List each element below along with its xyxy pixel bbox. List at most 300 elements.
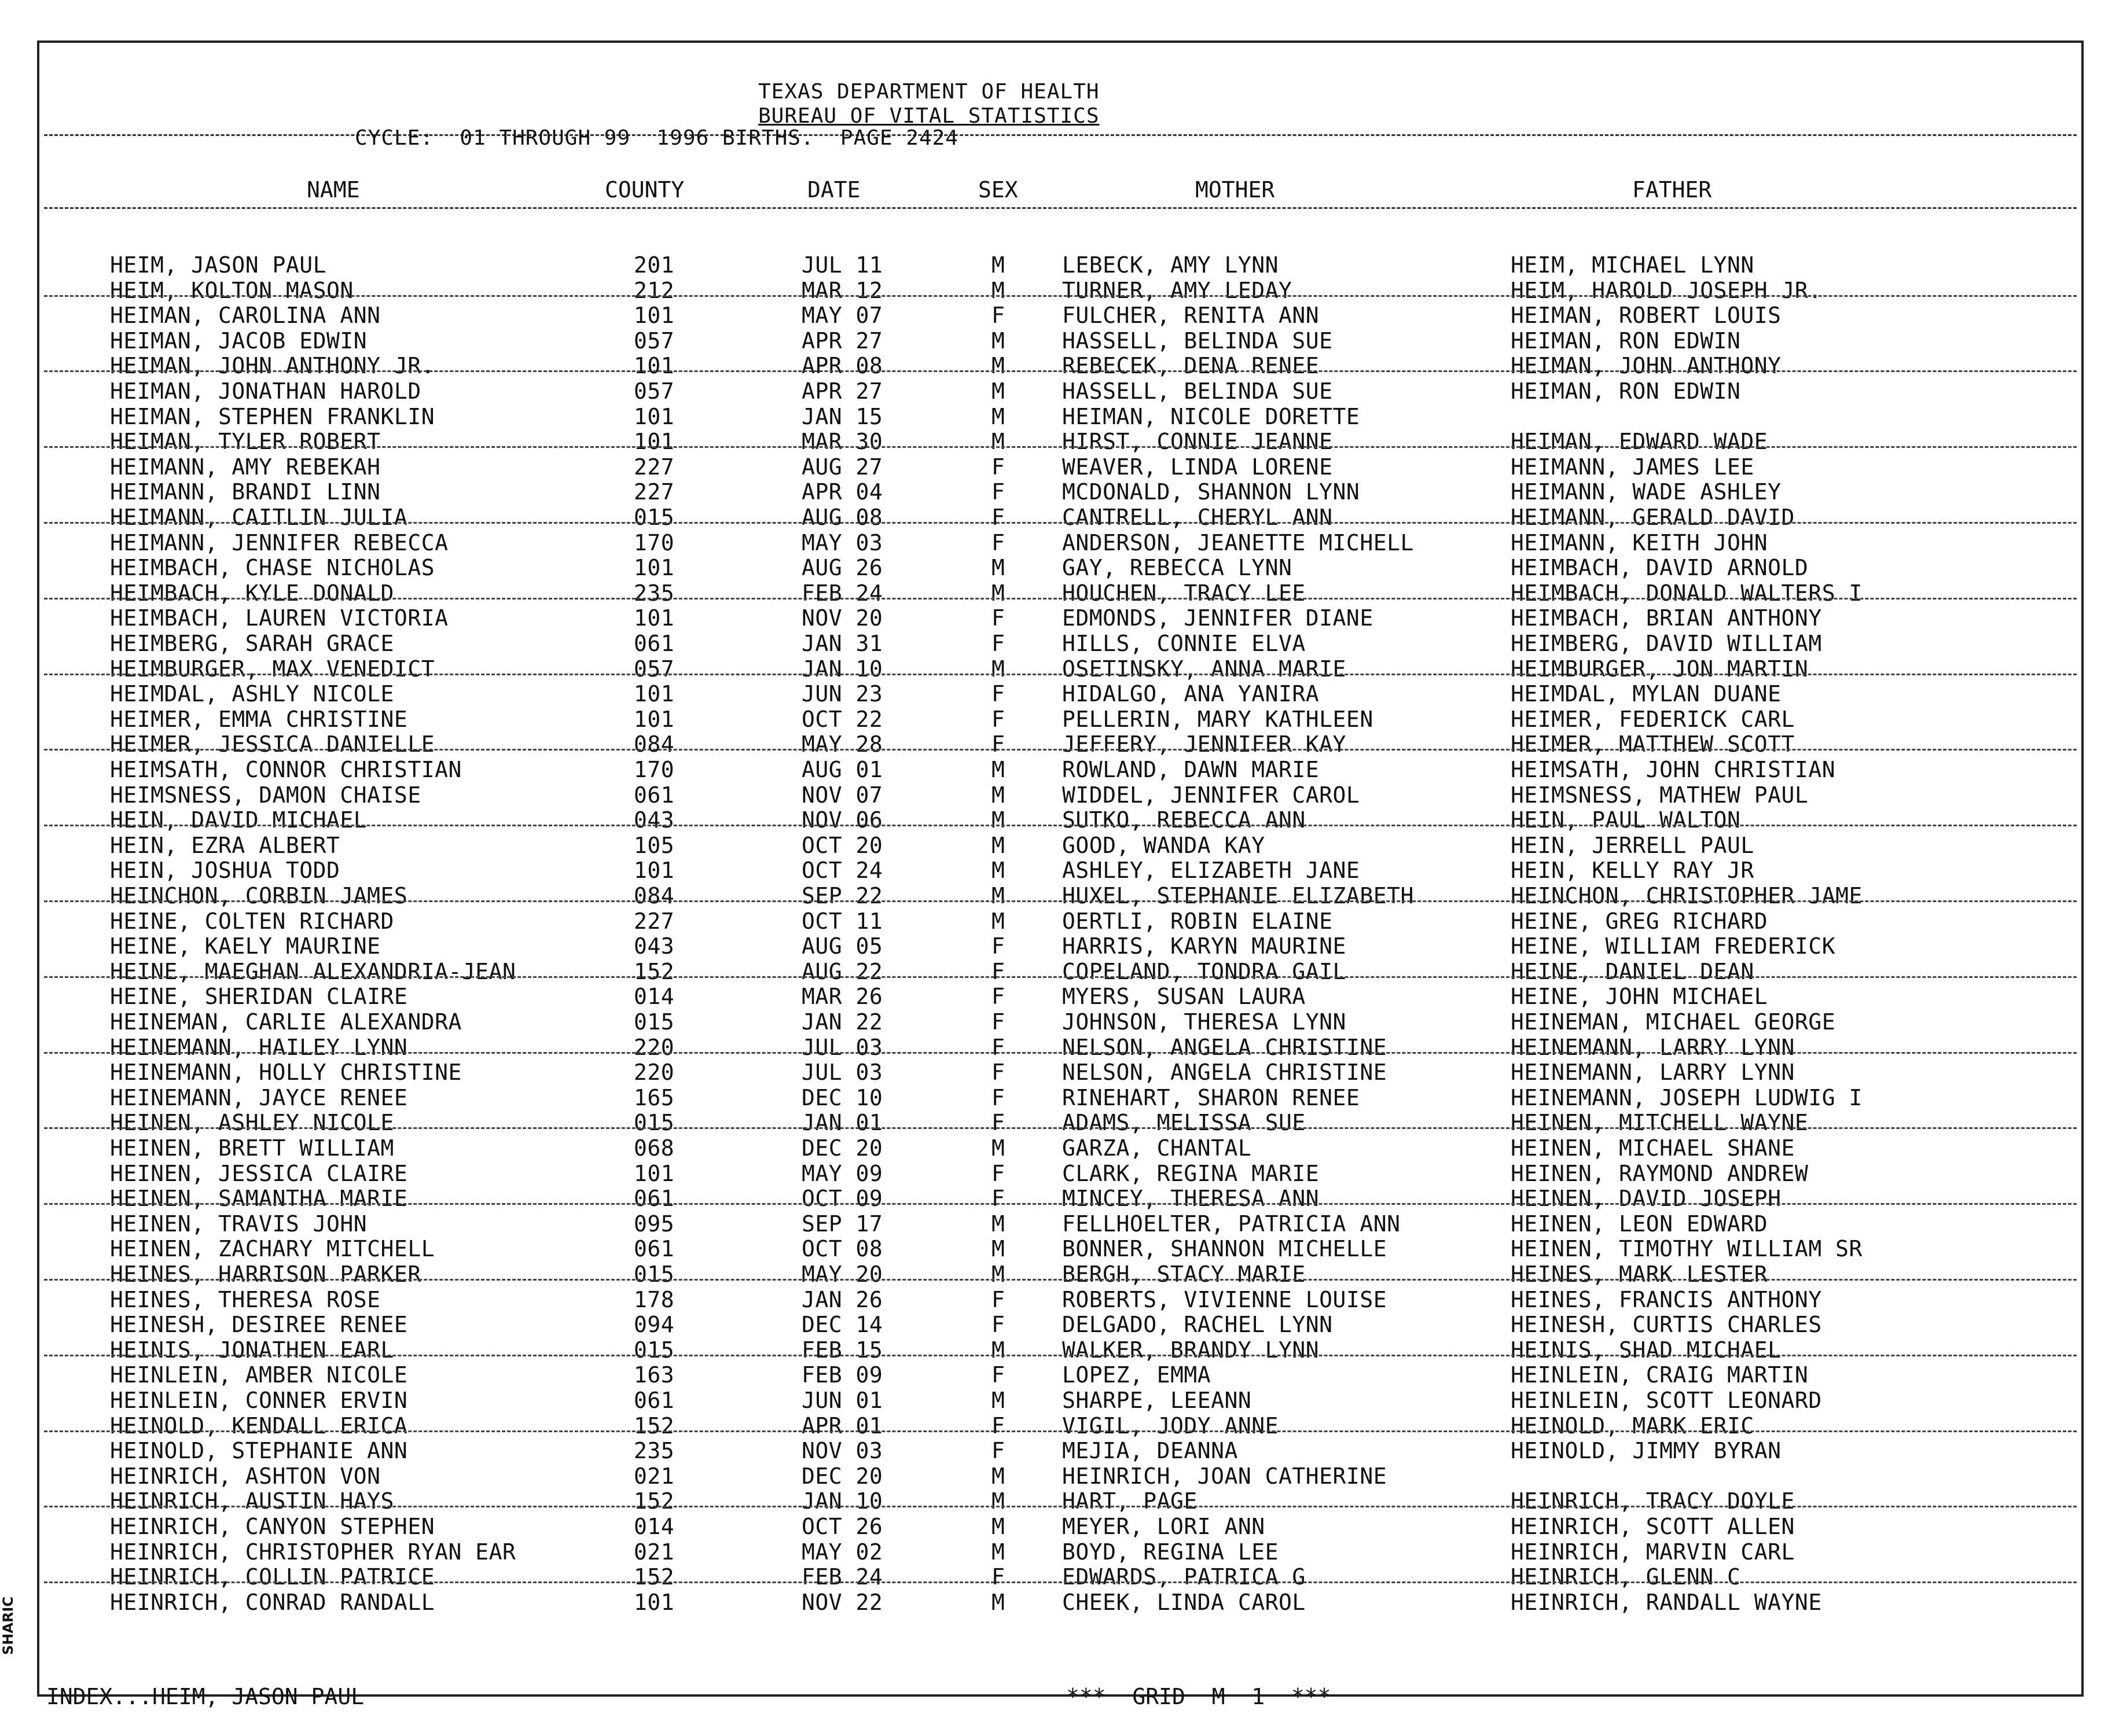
cell-county: 084 — [634, 883, 675, 909]
table-row — [0, 1287, 2123, 1312]
cell-date: JUN 23 — [802, 681, 883, 707]
table-row — [0, 1186, 2123, 1211]
cell-date: FEB 15 — [802, 1337, 883, 1363]
cell-mother: VIGIL, JODY ANNE — [1062, 1413, 1279, 1439]
cell-name: HEIMANN, BRANDI LINN — [110, 479, 381, 505]
cell-name: HEINE, MAEGHAN ALEXANDRIA-JEAN — [110, 958, 516, 984]
table-row — [0, 1261, 2123, 1287]
cell-name: HEIMBERG, SARAH GRACE — [110, 631, 394, 656]
cell-county: 235 — [634, 1438, 675, 1464]
table-row — [0, 378, 2123, 404]
table-row — [0, 1539, 2123, 1565]
cell-date: SEP 22 — [802, 883, 883, 909]
cell-county: 152 — [634, 1564, 675, 1590]
cell-mother: HARRIS, KARYN MAURINE — [1062, 933, 1346, 959]
table-row — [0, 605, 2123, 631]
cell-county: 220 — [634, 1060, 675, 1086]
cell-county: 101 — [634, 303, 675, 329]
table-row — [0, 1463, 2123, 1489]
cell-date: OCT 11 — [802, 908, 883, 934]
cell-father: HEINES, FRANCIS ANTHONY — [1511, 1286, 1822, 1312]
column-header-sex: SEX — [978, 177, 1018, 203]
cell-county: 057 — [634, 378, 675, 404]
table-row — [0, 252, 2123, 278]
cell-name: HEINEN, ASHLEY NICOLE — [110, 1110, 394, 1136]
cell-sex: M — [991, 378, 1005, 404]
cell-name: HEINES, THERESA ROSE — [110, 1286, 381, 1312]
cell-mother: OSETINSKY, ANNA MARIE — [1062, 656, 1346, 682]
cell-father: HEIMER, MATTHEW SCOTT — [1511, 731, 1795, 757]
cell-county: 015 — [634, 1009, 675, 1035]
cell-mother: HASSELL, BELINDA SUE — [1062, 328, 1333, 354]
cell-county: 021 — [634, 1463, 675, 1489]
table-row — [0, 1488, 2123, 1514]
table-row — [0, 933, 2123, 959]
column-header-mother: MOTHER — [1195, 177, 1275, 203]
cell-date: NOV 03 — [802, 1438, 883, 1464]
table-row — [0, 1388, 2123, 1413]
table-row — [0, 909, 2123, 934]
cell-name: HEIMAN, JACOB EDWIN — [110, 328, 368, 354]
table-row — [0, 833, 2123, 858]
column-header-name: NAME — [307, 177, 360, 203]
cell-date: MAY 02 — [802, 1539, 883, 1565]
cell-sex: M — [991, 1337, 1005, 1363]
cell-sex: F — [991, 529, 1005, 556]
table-row — [0, 429, 2123, 454]
cell-name: HEIMER, JESSICA DANIELLE — [110, 731, 435, 757]
cell-county: 101 — [634, 403, 675, 429]
cell-sex: M — [991, 656, 1005, 682]
cell-date: DEC 20 — [802, 1463, 883, 1489]
cell-mother: HUXEL, STEPHANIE ELIZABETH — [1062, 883, 1414, 909]
table-row — [0, 731, 2123, 757]
cell-mother: SHARPE, LEEANN — [1062, 1388, 1252, 1413]
cell-father: HEINLEIN, SCOTT LEONARD — [1511, 1388, 1822, 1413]
cell-name: HEINOLD, STEPHANIE ANN — [110, 1438, 408, 1464]
cell-father: HEINIS, SHAD MICHAEL — [1511, 1337, 1782, 1363]
cell-name: HEINEMANN, HAILEY LYNN — [110, 1034, 408, 1060]
cell-name: HEIM, JASON PAUL — [110, 252, 327, 278]
cell-date: OCT 09 — [802, 1186, 883, 1212]
cell-father: HEINEMANN, LARRY LYNN — [1511, 1034, 1795, 1060]
cell-sex: F — [991, 1009, 1005, 1035]
table-row — [0, 681, 2123, 707]
cell-sex: F — [991, 1286, 1005, 1312]
cell-name: HEINEMAN, CARLIE ALEXANDRA — [110, 1009, 462, 1035]
cell-name: HEIMAN, JOHN ANTHONY JR. — [110, 353, 435, 379]
grid-footer: *** GRID M 1 *** — [1066, 1684, 1331, 1709]
cell-name: HEIMSNESS, DAMON CHAISE — [110, 782, 421, 808]
cell-father: HEINE, JOHN MICHAEL — [1511, 984, 1768, 1010]
cell-father: HEINRICH, MARVIN CARL — [1511, 1539, 1795, 1565]
cell-county: 101 — [634, 605, 675, 631]
cell-sex: M — [991, 1488, 1005, 1514]
cell-mother: GOOD, WANDA KAY — [1062, 832, 1265, 858]
cell-name: HEIN, EZRA ALBERT — [110, 832, 340, 858]
cell-name: HEINRICH, CONRAD RANDALL — [110, 1589, 435, 1615]
table-row — [0, 1564, 2123, 1590]
cell-date: JAN 10 — [802, 1488, 883, 1514]
index-footer: INDEX...HEIM, JASON PAUL — [46, 1684, 365, 1709]
cell-sex: M — [991, 757, 1005, 782]
cell-sex: M — [991, 403, 1005, 429]
cell-county: 165 — [634, 1084, 675, 1110]
cell-county: 152 — [634, 1413, 675, 1439]
cell-county: 101 — [634, 1589, 675, 1615]
cell-name: HEINESH, DESIREE RENEE — [110, 1312, 408, 1338]
table-row — [0, 656, 2123, 682]
cell-father: HEIN, JERRELL PAUL — [1511, 832, 1754, 858]
cell-date: MAR 26 — [802, 984, 883, 1010]
cell-name: HEIN, JOSHUA TODD — [110, 858, 340, 884]
cell-date: JAN 31 — [802, 631, 883, 656]
cell-father: HEINEN, MITCHELL WAYNE — [1511, 1110, 1809, 1136]
cell-name: HEIMSATH, CONNOR CHRISTIAN — [110, 757, 462, 782]
cell-date: OCT 24 — [802, 858, 883, 884]
table-row — [0, 530, 2123, 556]
cell-father: HEINRICH, RANDALL WAYNE — [1511, 1589, 1822, 1615]
cell-county: 014 — [634, 1514, 675, 1539]
cell-name: HEIMAN, JONATHAN HAROLD — [110, 378, 421, 404]
cell-name: HEIMBURGER, MAX VENEDICT — [110, 656, 435, 682]
table-row — [0, 858, 2123, 883]
cell-mother: DELGADO, RACHEL LYNN — [1062, 1312, 1333, 1338]
table-row — [0, 757, 2123, 782]
table-row — [0, 454, 2123, 480]
cell-mother: WALKER, BRANDY LYNN — [1062, 1337, 1320, 1363]
cycle-line: CYCLE: 01 THROUGH 99 1996 BIRTHS. PAGE 2424 — [355, 126, 958, 150]
cell-sex: M — [991, 1589, 1005, 1615]
cell-name: HEINEN, SAMANTHA MARIE — [110, 1186, 408, 1212]
cell-county: 084 — [634, 731, 675, 757]
cell-father: HEIMBACH, BRIAN ANTHONY — [1511, 605, 1822, 631]
cell-county: 170 — [634, 757, 675, 782]
cell-county: 101 — [634, 353, 675, 379]
cell-date: DEC 20 — [802, 1135, 883, 1161]
cell-mother: REBECEK, DENA RENEE — [1062, 353, 1320, 379]
cell-date: APR 27 — [802, 378, 883, 404]
cell-father: HEIMBERG, DAVID WILLIAM — [1511, 631, 1822, 656]
cell-name: HEIMBACH, LAUREN VICTORIA — [110, 605, 449, 631]
cell-date: JUN 01 — [802, 1388, 883, 1413]
cell-sex: M — [991, 555, 1005, 581]
cell-father: HEIM, MICHAEL LYNN — [1511, 252, 1754, 278]
cell-mother: BOYD, REGINA LEE — [1062, 1539, 1279, 1565]
cell-date: MAR 12 — [802, 277, 883, 303]
cell-mother: HIRST, CONNIE JEANNE — [1062, 429, 1333, 455]
cell-sex: M — [991, 832, 1005, 858]
cell-mother: RINEHART, SHARON RENEE — [1062, 1084, 1360, 1110]
cell-county: 057 — [634, 328, 675, 354]
cell-mother: GAY, REBECCA LYNN — [1062, 555, 1292, 581]
table-row — [0, 1085, 2123, 1110]
table-row — [0, 1110, 2123, 1135]
table-row — [0, 807, 2123, 833]
cell-mother: HILLS, CONNIE ELVA — [1062, 631, 1306, 656]
cell-mother: TURNER, AMY LEDAY — [1062, 277, 1292, 303]
cell-name: HEINE, KAELY MAURINE — [110, 933, 381, 959]
cell-mother: HIDALGO, ANA YANIRA — [1062, 681, 1320, 707]
table-row — [0, 984, 2123, 1009]
cell-mother: PELLERIN, MARY KATHLEEN — [1062, 706, 1373, 732]
cell-father: HEINRICH, TRACY DOYLE — [1511, 1488, 1795, 1514]
cell-county: 101 — [634, 429, 675, 455]
cell-sex: F — [991, 1362, 1005, 1388]
cell-date: MAY 20 — [802, 1261, 883, 1287]
cell-mother: COPELAND, TONDRA GAIL — [1062, 958, 1346, 984]
cell-mother: NELSON, ANGELA CHRISTINE — [1062, 1034, 1387, 1060]
table-row — [0, 404, 2123, 429]
table-row — [0, 1009, 2123, 1035]
header-separator — [44, 134, 2077, 136]
table-row — [0, 883, 2123, 909]
cell-name: HEINEMANN, HOLLY CHRISTINE — [110, 1060, 462, 1086]
cell-father: HEINEMAN, MICHAEL GEORGE — [1511, 1009, 1836, 1035]
cell-father: HEINEN, DAVID JOSEPH — [1511, 1186, 1782, 1212]
cell-date: FEB 09 — [802, 1362, 883, 1388]
cell-mother: HART, PAGE — [1062, 1488, 1198, 1514]
cell-sex: F — [991, 1438, 1005, 1464]
cell-date: JUL 03 — [802, 1034, 883, 1060]
cell-name: HEINLEIN, AMBER NICOLE — [110, 1362, 408, 1388]
table-row — [0, 1161, 2123, 1186]
cell-name: HEINEN, ZACHARY MITCHELL — [110, 1236, 435, 1262]
cell-name: HEINEN, BRETT WILLIAM — [110, 1135, 394, 1161]
cell-county: 163 — [634, 1362, 675, 1388]
table-row — [0, 1590, 2123, 1615]
column-header-date: DATE — [807, 177, 861, 203]
cell-mother: HASSELL, BELINDA SUE — [1062, 378, 1333, 404]
cell-county: 043 — [634, 933, 675, 959]
cell-county: 220 — [634, 1034, 675, 1060]
cell-father: HEIMBURGER, JON MARTIN — [1511, 656, 1809, 682]
cell-father: HEIMSATH, JOHN CHRISTIAN — [1511, 757, 1836, 782]
table-row — [0, 707, 2123, 732]
cell-date: AUG 26 — [802, 555, 883, 581]
cell-sex: M — [991, 1236, 1005, 1262]
cell-county: 178 — [634, 1286, 675, 1312]
cell-county: 235 — [634, 580, 675, 606]
cell-name: HEIMAN, TYLER ROBERT — [110, 429, 381, 455]
cell-father: HEIN, KELLY RAY JR — [1511, 858, 1754, 884]
cell-sex: F — [991, 1110, 1005, 1136]
cell-mother: MCDONALD, SHANNON LYNN — [1062, 479, 1360, 505]
cell-county: 015 — [634, 1261, 675, 1287]
table-row — [0, 580, 2123, 606]
table-row — [0, 1362, 2123, 1388]
cell-date: MAY 28 — [802, 731, 883, 757]
side-label: SHARIC — [0, 1597, 16, 1655]
cell-name: HEINLEIN, CONNER ERVIN — [110, 1388, 408, 1413]
table-row — [0, 1211, 2123, 1237]
cell-name: HEINOLD, KENDALL ERICA — [110, 1413, 408, 1439]
cell-sex: F — [991, 631, 1005, 656]
table-row — [0, 479, 2123, 505]
cell-father: HEIN, PAUL WALTON — [1511, 807, 1741, 833]
cell-date: AUG 08 — [802, 505, 883, 530]
cell-county: 227 — [634, 479, 675, 505]
cell-sex: M — [991, 908, 1005, 934]
cell-mother: ASHLEY, ELIZABETH JANE — [1062, 858, 1360, 884]
cell-mother: GARZA, CHANTAL — [1062, 1135, 1252, 1161]
cell-county: 101 — [634, 681, 675, 707]
cell-sex: M — [991, 858, 1005, 884]
cell-mother: ROBERTS, VIVIENNE LOUISE — [1062, 1286, 1387, 1312]
cell-date: AUG 22 — [802, 958, 883, 984]
cell-sex: F — [991, 933, 1005, 959]
cell-county: 212 — [634, 277, 675, 303]
cell-name: HEIMER, EMMA CHRISTINE — [110, 706, 408, 732]
cell-mother: MEYER, LORI ANN — [1062, 1514, 1265, 1539]
cell-date: JAN 22 — [802, 1009, 883, 1035]
cell-date: DEC 14 — [802, 1312, 883, 1338]
cell-father: HEIMBACH, DAVID ARNOLD — [1511, 555, 1809, 581]
cell-mother: EDMONDS, JENNIFER DIANE — [1062, 605, 1373, 631]
table-row — [0, 959, 2123, 984]
cell-father: HEINEN, TIMOTHY WILLIAM SR — [1511, 1236, 1863, 1262]
cell-mother: HOUCHEN, TRACY LEE — [1062, 580, 1306, 606]
cell-sex: M — [991, 1539, 1005, 1565]
cell-name: HEINEN, JESSICA CLAIRE — [110, 1160, 408, 1186]
table-row — [0, 328, 2123, 354]
cell-county: 101 — [634, 706, 675, 732]
cell-sex: M — [991, 1135, 1005, 1161]
cell-mother: LEBECK, AMY LYNN — [1062, 252, 1279, 278]
cell-sex: M — [991, 252, 1005, 278]
cell-date: FEB 24 — [802, 580, 883, 606]
table-row — [0, 303, 2123, 328]
cell-date: APR 04 — [802, 479, 883, 505]
cell-mother: JOHNSON, THERESA LYNN — [1062, 1009, 1346, 1035]
cell-mother: MEJIA, DEANNA — [1062, 1438, 1238, 1464]
cell-sex: F — [991, 505, 1005, 530]
cell-father: HEIMANN, WADE ASHLEY — [1511, 479, 1782, 505]
cell-county: 152 — [634, 958, 675, 984]
column-header-father: FATHER — [1632, 177, 1712, 203]
cell-date: NOV 07 — [802, 782, 883, 808]
cell-mother: LOPEZ, EMMA — [1062, 1362, 1211, 1388]
cell-father: HEIMDAL, MYLAN DUANE — [1511, 681, 1782, 707]
cell-name: HEIMAN, STEPHEN FRANKLIN — [110, 403, 435, 429]
column-header-county: COUNTY — [605, 177, 685, 203]
cell-mother: CANTRELL, CHERYL ANN — [1062, 505, 1333, 530]
cell-sex: F — [991, 958, 1005, 984]
cell-name: HEINRICH, COLLIN PATRICE — [110, 1564, 435, 1590]
cell-father: HEINRICH, GLENN C — [1511, 1564, 1741, 1590]
cell-mother: BERGH, STACY MARIE — [1062, 1261, 1306, 1287]
cell-mother: CHEEK, LINDA CAROL — [1062, 1589, 1306, 1615]
cell-father: HEIMAN, ROBERT LOUIS — [1511, 303, 1782, 329]
cell-father: HEIMANN, JAMES LEE — [1511, 454, 1754, 480]
cell-sex: F — [991, 1034, 1005, 1060]
cell-date: OCT 20 — [802, 832, 883, 858]
cell-sex: M — [991, 1463, 1005, 1489]
cell-county: 015 — [634, 1337, 675, 1363]
cell-father: HEINE, DANIEL DEAN — [1511, 958, 1754, 984]
cell-father: HEIMER, FEDERICK CARL — [1511, 706, 1795, 732]
cell-name: HEIMBACH, CHASE NICHOLAS — [110, 555, 435, 581]
cell-mother: OERTLI, ROBIN ELAINE — [1062, 908, 1333, 934]
cell-name: HEIMAN, CAROLINA ANN — [110, 303, 381, 329]
cell-date: AUG 05 — [802, 933, 883, 959]
report-subtitle: BUREAU OF VITAL STATISTICS — [758, 104, 1100, 128]
table-row — [0, 1438, 2123, 1463]
cell-date: JAN 15 — [802, 403, 883, 429]
cell-mother: WIDDEL, JENNIFER CAROL — [1062, 782, 1360, 808]
cell-county: 021 — [634, 1539, 675, 1565]
cell-county: 015 — [634, 1110, 675, 1136]
cell-father: HEINEMANN, LARRY LYNN — [1511, 1060, 1795, 1086]
cell-name: HEINRICH, AUSTIN HAYS — [110, 1488, 394, 1514]
cell-date: MAY 03 — [802, 529, 883, 556]
table-row — [0, 555, 2123, 580]
cell-sex: F — [991, 1312, 1005, 1338]
cell-date: JAN 26 — [802, 1286, 883, 1312]
table-row — [0, 1236, 2123, 1261]
cell-name: HEINRICH, CHRISTOPHER RYAN EAR — [110, 1539, 516, 1565]
cell-sex: F — [991, 1413, 1005, 1439]
cell-date: OCT 26 — [802, 1514, 883, 1539]
cell-sex: F — [991, 605, 1005, 631]
cell-father: HEINEN, LEON EDWARD — [1511, 1211, 1768, 1237]
cell-father: HEINOLD, JIMMY BYRAN — [1511, 1438, 1782, 1464]
cell-sex: M — [991, 807, 1005, 833]
cell-county: 170 — [634, 529, 675, 556]
cell-county: 015 — [634, 505, 675, 530]
cell-father: HEINE, GREG RICHARD — [1511, 908, 1768, 934]
cell-father: HEINEMANN, JOSEPH LUDWIG I — [1511, 1084, 1863, 1110]
table-row — [0, 1035, 2123, 1060]
cell-name: HEINEN, TRAVIS JOHN — [110, 1211, 368, 1237]
table-row — [0, 1514, 2123, 1539]
table-row — [0, 1060, 2123, 1085]
cell-father: HEIMBACH, DONALD WALTERS I — [1511, 580, 1863, 606]
cell-mother: HEIMAN, NICOLE DORETTE — [1062, 403, 1360, 429]
cell-sex: F — [991, 1186, 1005, 1212]
cell-name: HEINEMANN, JAYCE RENEE — [110, 1084, 408, 1110]
cell-sex: M — [991, 277, 1005, 303]
cell-name: HEINES, HARRISON PARKER — [110, 1261, 421, 1287]
cell-date: AUG 01 — [802, 757, 883, 782]
table-row — [0, 1135, 2123, 1161]
cell-county: 101 — [634, 555, 675, 581]
cell-father: HEIMAN, RON EDWIN — [1511, 378, 1741, 404]
cell-date: APR 01 — [802, 1413, 883, 1439]
cell-name: HEIMDAL, ASHLY NICOLE — [110, 681, 394, 707]
cell-mother: NELSON, ANGELA CHRISTINE — [1062, 1060, 1387, 1086]
cell-mother: CLARK, REGINA MARIE — [1062, 1160, 1320, 1186]
cell-father: HEINESH, CURTIS CHARLES — [1511, 1312, 1822, 1338]
cell-county: 061 — [634, 1388, 675, 1413]
cell-date: NOV 22 — [802, 1589, 883, 1615]
cell-name: HEINE, COLTEN RICHARD — [110, 908, 394, 934]
cell-sex: F — [991, 303, 1005, 329]
cell-father: HEIMANN, GERALD DAVID — [1511, 505, 1795, 530]
cell-name: HEIMBACH, KYLE DONALD — [110, 580, 394, 606]
cell-father: HEINES, MARK LESTER — [1511, 1261, 1768, 1287]
cell-date: NOV 06 — [802, 807, 883, 833]
cell-father: HEINRICH, SCOTT ALLEN — [1511, 1514, 1795, 1539]
cell-sex: M — [991, 883, 1005, 909]
table-row — [0, 631, 2123, 656]
cell-father: HEIMSNESS, MATHEW PAUL — [1511, 782, 1809, 808]
cell-date: MAY 07 — [802, 303, 883, 329]
table-row — [0, 1312, 2123, 1337]
cell-sex: F — [991, 731, 1005, 757]
cell-mother: MINCEY, THERESA ANN — [1062, 1186, 1320, 1212]
cell-father: HEINEN, RAYMOND ANDREW — [1511, 1160, 1809, 1186]
